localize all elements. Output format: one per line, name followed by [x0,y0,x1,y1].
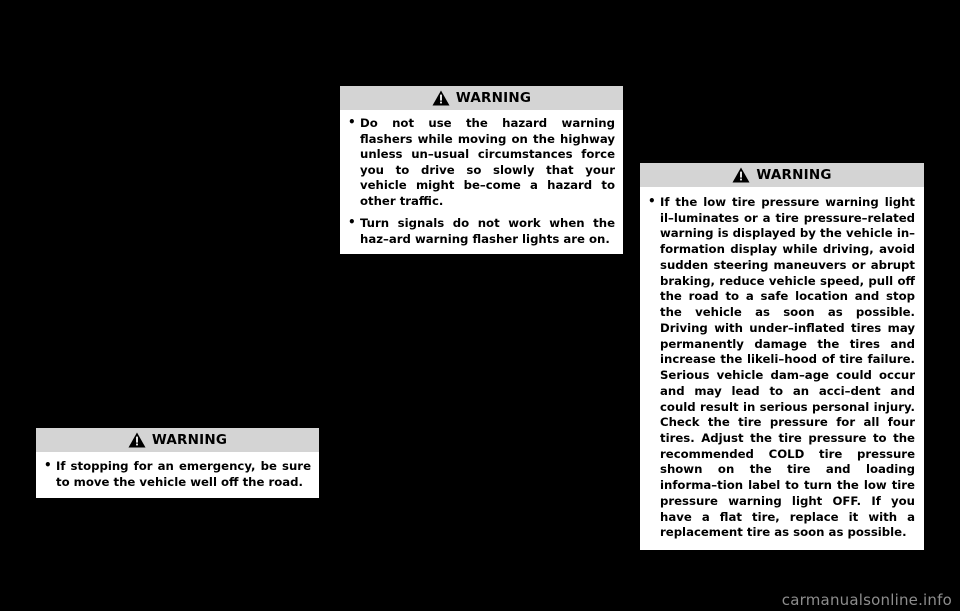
warning-triangle-icon [732,167,750,183]
warning-body [36,453,319,498]
warning-title: WARNING [455,90,532,106]
warning-triangle-icon [432,90,450,106]
warning-triangle-icon [128,432,146,448]
warning-body [640,188,924,550]
warning-header [640,163,924,188]
warning-header [36,428,319,453]
list-item: • If the low tire pressure warning light il–luminates or a tire pressure–related warning is displayed by the vehicle in–formation display while driving, avoid sudden steering maneuvers or abrupt braking, reduce vehicle speed, pull off the road to a safe location and stop the vehicle as soon as possible. Driving with under–inflated tires may permanently damage the tires and increase the likeli–hood of tire failure. Serious vehicle dam–age could occur and may lead to an acci–dent and could result in serious personal injury. Check the tire pressure for all four tires. Adjust the tire pressure to the recommended COLD tire pressure shown on the tire and loading informa–tion label to turn the low tire pressure warning light OFF. If you have a flat tire, replace it with a replacement tire as soon as possible. [646,195,915,541]
warning-list [646,195,915,541]
warning-title: WARNING [151,432,228,448]
warning-title: WARNING [756,167,832,183]
warning-box-emergency-stopping [36,428,319,498]
watermark: carmanualsonline.info [781,591,952,609]
warning-body [340,111,623,254]
warning-header [340,86,623,111]
list-item: • Do not use the hazard warning flashers while moving on the highway unless un–usual circumstances force you to drive so slowly that your vehicle might be–come a hazard to other traffic. [346,116,615,209]
warning-box-tire-pressure [640,163,924,550]
warning-list [346,116,615,248]
list-item: • If stopping for an emergency, be sure to move the vehicle well off the road. [42,459,311,490]
warning-box-hazard-flashers [340,86,623,254]
list-item: • Turn signals do not work when the haz–ard warning flasher lights are on. [346,216,615,247]
warning-list [42,459,311,490]
